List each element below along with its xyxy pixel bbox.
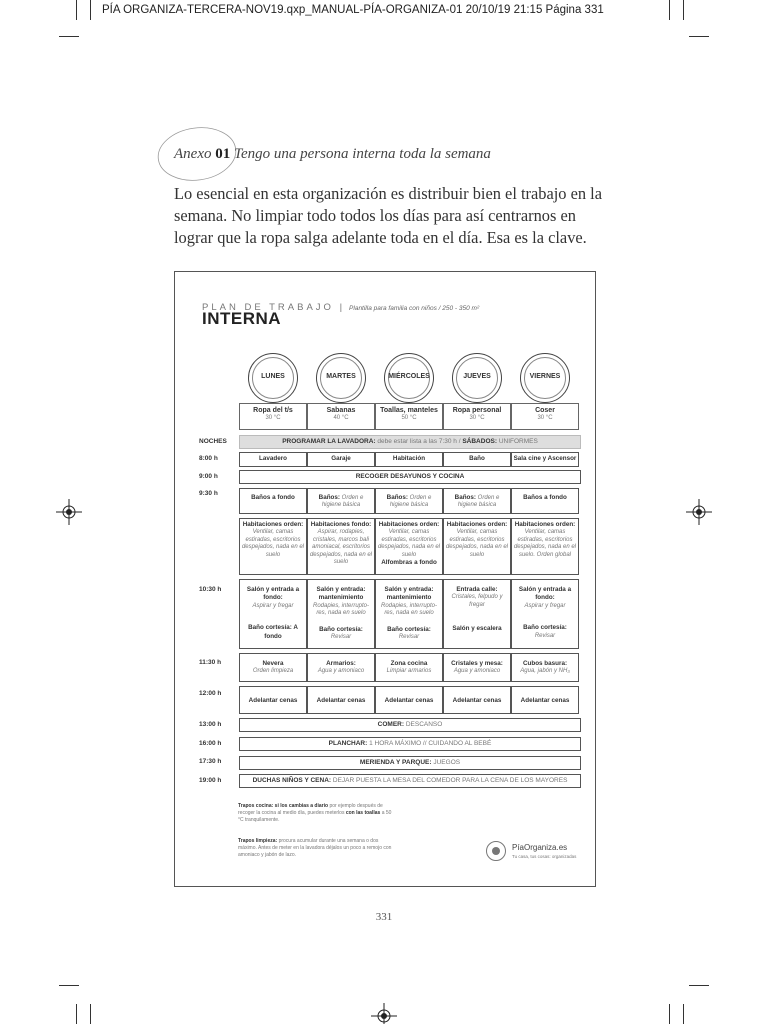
task-cell: Cristales y mesa: Agua y amoniaco bbox=[443, 653, 511, 682]
time-label: 8:00 h bbox=[199, 455, 218, 462]
task-cell: Zona cocina Limpiar armarios bbox=[375, 653, 443, 682]
task-cell: Salón y entrada: mantenimiento Rodapies, interrupto- res, nada en suelo Baño cortesía: Revisar bbox=[307, 579, 375, 649]
task-cell: Salón y entrada a fondo: Aspirar y fregar Baño cortesía: A fondo bbox=[239, 579, 307, 649]
wash-load: Coser 30 °C bbox=[511, 403, 579, 430]
task-cell: Adelantar cenas bbox=[443, 686, 511, 714]
registration-mark-icon bbox=[686, 499, 712, 525]
slug-line: PÍA ORGANIZA-TERCERA-NOV19.qxp_MANUAL-PÍA-ORGANIZA-01 20/10/19 21:15 Página 331 bbox=[102, 4, 604, 16]
task-cell: Adelantar cenas bbox=[239, 686, 307, 714]
time-label: 19:00 h bbox=[199, 777, 222, 784]
annex-heading: Anexo 01 Tengo una persona interna toda la semana bbox=[174, 146, 491, 162]
wash-load: Sabanas 40 °C bbox=[307, 403, 375, 430]
task-cell: Habitaciones fondo: Aspirar, rodapies, cristales, marcos bali amoniacal, escritorios despejados, nada en el suelo bbox=[307, 518, 375, 575]
page-number: 331 bbox=[375, 911, 393, 923]
task-cell: Habitaciones orden: Ventilar, camas estiradas, escritorios despejados, nada en el suelo bbox=[443, 518, 511, 575]
day-tuesday: MARTES bbox=[316, 353, 366, 403]
task-cell: Baño bbox=[443, 452, 511, 467]
time-label: 17:30 h bbox=[199, 758, 222, 765]
plan-title: INTERNA bbox=[202, 309, 282, 328]
work-plan bbox=[174, 271, 596, 887]
day-wednesday: MIÉRCOLES bbox=[384, 353, 434, 403]
time-label: NOCHES bbox=[199, 438, 227, 445]
note-trapos-limpieza: Trapos limpieza: procura acumular durante una semana o dos máximo. Antes de meter en la lavadora déjalos un poco a remojo con amoniaco y jabón de lazo. bbox=[238, 838, 392, 859]
brand-logo: PíaOrganiza.es Tu casa, tus cosas: organizadas bbox=[486, 838, 576, 868]
task-cell: Baños a fondo bbox=[511, 488, 579, 514]
time-label: 9:00 h bbox=[199, 473, 218, 480]
registration-mark-icon bbox=[371, 1003, 397, 1024]
time-label: 12:00 h bbox=[199, 690, 222, 697]
time-label: 10:30 h bbox=[199, 586, 222, 593]
bar-planchar: PLANCHAR: 1 HORA MÁXIMO // CUIDANDO AL BEBÉ bbox=[239, 737, 581, 751]
task-cell: Adelantar cenas bbox=[511, 686, 579, 714]
task-cell: Salón y entrada a fondo: Aspirar y fregar Baño cortesía: Revisar bbox=[511, 579, 579, 649]
task-cell: Garaje bbox=[307, 452, 375, 467]
wash-load: Ropa del t/s 30 °C bbox=[239, 403, 307, 430]
task-cell: Armarios: Agua y amoniaco bbox=[307, 653, 375, 682]
time-label: 13:00 h bbox=[199, 721, 222, 728]
task-cell: Habitación bbox=[375, 452, 443, 467]
task-cell: Salón y entrada: mantenimiento Rodapies, interrupto- res, nada en suelo Baño cortesía: Revisar bbox=[375, 579, 443, 649]
task-cell: Baños: Orden e higiene básica bbox=[375, 488, 443, 514]
bar-merienda: MERIENDA Y PARQUE: JUEGOS bbox=[239, 756, 581, 770]
task-cell: Cubos basura: Agua, jabón y NH₃ bbox=[511, 653, 579, 682]
note-trapos-cocina: Trapos cocina: si los cambias a diario por ejemplo después de recoger la cocina al medio día, puedes meterlos con las toallas a 50 °C tranquilamente. bbox=[238, 803, 392, 824]
wash-load: Ropa personal 30 °C bbox=[443, 403, 511, 430]
task-cell: Baños: Orden e higiene básica bbox=[307, 488, 375, 514]
time-label: 9:30 h bbox=[199, 490, 218, 497]
bar-comer: COMER: DESCANSO bbox=[239, 718, 581, 732]
day-friday: VIERNES bbox=[520, 353, 570, 403]
logo-icon bbox=[486, 841, 506, 861]
task-cell: Adelantar cenas bbox=[375, 686, 443, 714]
time-label: 11:30 h bbox=[199, 659, 222, 666]
day-thursday: JUEVES bbox=[452, 353, 502, 403]
bar-duchas: DUCHAS NIÑOS Y CENA: DEJAR PUESTA LA MESA DEL COMEDOR PARA LA CENA DE LOS MAYORES bbox=[239, 774, 581, 788]
task-cell: Baños: Orden e higiene básica bbox=[443, 488, 511, 514]
task-cell: Habitaciones orden: Ventilar, camas estiradas, escritorios despejados, nada en el suelo. Orden global bbox=[511, 518, 579, 575]
task-cell: Habitaciones orden: Ventilar, camas estiradas, escritorios despejados, nada en el suelo bbox=[239, 518, 307, 575]
intro-paragraph: Lo esencial en esta organización es distribuir bien el trabajo en la semana. No limpiar todo todos los días para así centrarnos en lograr que la ropa salga adelante toda en el día. Esa es la clave. bbox=[174, 184, 602, 247]
task-cell: Sala cine y Ascensor bbox=[511, 452, 579, 467]
task-cell: Baños a fondo bbox=[239, 488, 307, 514]
task-cell: Adelantar cenas bbox=[307, 686, 375, 714]
day-monday: LUNES bbox=[248, 353, 298, 403]
bar-recoger: RECOGER DESAYUNOS Y COCINA bbox=[239, 470, 581, 484]
task-cell: Entrada calle: Cristales, felpudo y fregar Salón y escalera bbox=[443, 579, 511, 649]
time-label: 16:00 h bbox=[199, 740, 222, 747]
bar-noches: PROGRAMAR LA LAVADORA: debe estar lista a las 7:30 h / SÁBADOS: UNIFORMES bbox=[239, 435, 581, 449]
task-cell: Lavadero bbox=[239, 452, 307, 467]
plan-kicker: PLAN DE TRABAJO | Plantilla para familia con niños / 250 - 350 m² bbox=[202, 302, 480, 313]
registration-mark-icon bbox=[56, 499, 82, 525]
wash-load: Toallas, manteles 50 °C bbox=[375, 403, 443, 430]
task-cell: Habitaciones orden: Ventilar, camas estiradas, escritorios despejados, nada en el suelo Alfombras a fondo bbox=[375, 518, 443, 575]
task-cell: Nevera Orden limpieza bbox=[239, 653, 307, 682]
